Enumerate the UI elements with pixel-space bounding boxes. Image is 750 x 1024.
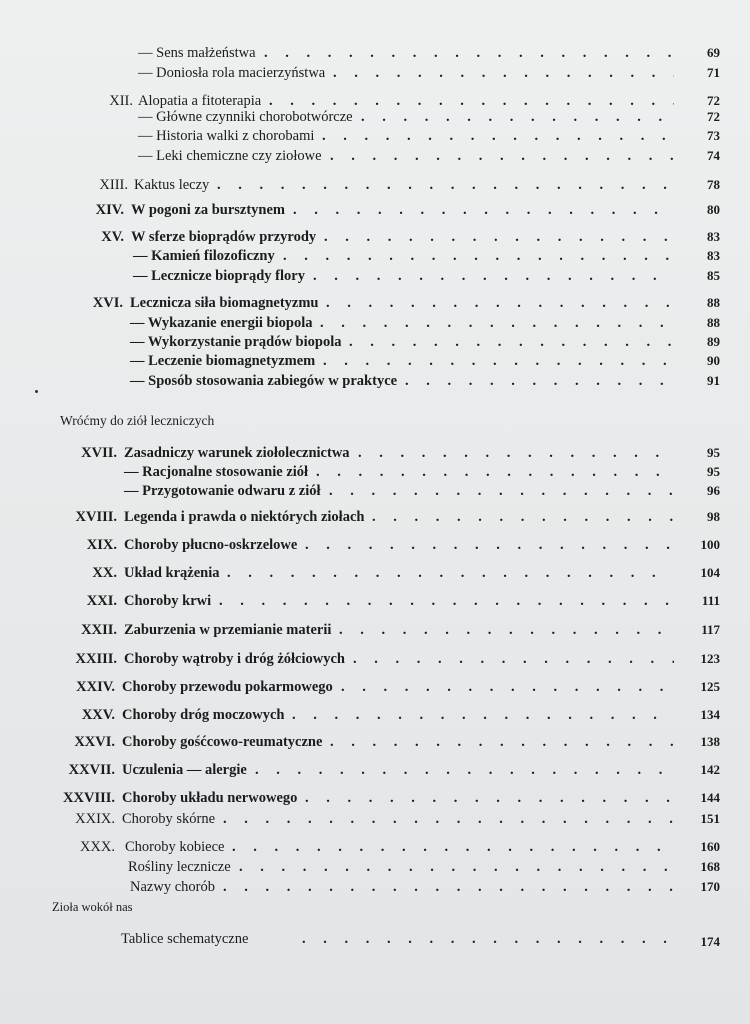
dot-leaders [232,836,674,858]
entry-title: — Leczenie biomagnetyzmem [130,353,316,369]
dot-leaders [293,199,674,221]
toc-entry [0,856,750,878]
toc-entry [0,174,750,196]
entry-title: Choroby krwi [124,593,212,609]
entry-title: Choroby układu nerwowego [122,790,298,806]
dot-leaders [333,62,674,84]
dot-leaders [219,590,674,612]
entry-page: 142 [700,762,720,777]
entry-page: 69 [707,45,720,60]
dot-leaders [323,350,674,372]
entry-number: XXVI. [74,734,115,750]
entry-page: 151 [700,811,720,826]
entry-title: Lecznicza siła biomagnetyzmu [130,295,319,311]
entry-title: Choroby kobiece [125,839,225,855]
entry-page: 96 [707,483,720,498]
entry-page: 123 [700,651,720,666]
toc-entry [0,619,750,641]
entry-number: XXV. [81,707,115,723]
entry-title: — Sposób stosowania zabiegów w praktyce [130,373,398,389]
dot-leaders [227,562,674,584]
entry-page: 144 [700,790,720,805]
entry-title: — Leki chemiczne czy ziołowe [138,148,322,164]
dot-leaders [302,928,682,950]
entry-page: 95 [707,464,720,479]
entry-number: XIII. [99,177,128,193]
toc-entry [0,265,750,287]
entry-page: 125 [700,679,720,694]
entry-title: Kaktus leczy [134,177,210,193]
entry-page: 83 [707,229,720,244]
entry-title: — Racjonalne stosowanie ziół [124,464,309,480]
entry-title: Legenda i prawda o niektórych ziołach [124,509,365,525]
toc-entry [0,590,750,612]
entry-number: XVII. [81,445,117,461]
entry-title: Alopatia a fitoterapia [138,93,262,109]
toc-entry [0,759,750,781]
toc-entry [0,648,750,670]
entry-page: 95 [707,445,720,460]
entry-title: — Wykazanie energii biopola [130,315,313,331]
entry-title: — Sens małżeństwa [138,45,256,61]
entry-page: 72 [707,109,720,124]
toc-entry [0,42,750,64]
toc-entry [0,506,750,528]
entry-number: XXX. [79,839,115,855]
toc-entry [0,562,750,584]
entry-page: 100 [700,537,720,552]
toc-entry [0,808,750,830]
dot-leaders [353,648,674,670]
entry-title: W sferze bioprądów przyrody [131,229,317,245]
section-heading-herbs [60,410,214,432]
entry-title: — Doniosła rola macierzyństwa [138,65,326,81]
entry-page: 72 [707,93,720,108]
entry-page: 71 [707,65,720,80]
entry-page: 74 [707,148,720,163]
toc-entry [0,62,750,84]
entry-page: 98 [707,509,720,524]
entry-title: Choroby gośćcowo-reumatyczne [122,734,323,750]
entry-number: XVIII. [75,509,117,525]
dot-leaders [322,125,674,147]
entry-title: Uczulenia — alergie [122,762,247,778]
dot-leaders [405,370,674,392]
dot-leaders [217,174,674,196]
entry-page: 73 [707,128,720,143]
entry-title: — Historia walki z chorobami [138,128,315,144]
dot-leaders [292,704,674,726]
entry-page: 104 [700,565,720,580]
entry-number: XXIV. [76,679,115,695]
entry-number: XXVII. [68,762,115,778]
dot-leaders [372,506,674,528]
dot-leaders [305,534,674,556]
toc-entry [0,480,750,502]
entry-title: — Kamień filozoficzny [133,248,275,264]
dot-leaders [330,731,674,753]
section-heading-text: Wróćmy do ziół leczniczych [60,413,215,428]
entry-page: 90 [707,353,720,368]
toc-entry [0,350,750,372]
entry-title: Zasadniczy warunek ziołolecznictwa [124,445,350,461]
entry-title: — Przygotowanie odwaru z ziół [124,483,321,499]
entry-page: 85 [707,268,720,283]
toc-entry [0,292,750,314]
entry-title: Choroby skórne [122,811,216,827]
dot-leaders [326,292,674,314]
entry-page: 89 [707,334,720,349]
entry-title: Nazwy chorób [130,879,215,895]
toc-entry [0,676,750,698]
entry-title: Choroby wątroby i dróg żółciowych [124,651,345,667]
dot-leaders [329,480,674,502]
dot-leaders [339,619,674,641]
dot-leaders [305,787,674,809]
entry-page: 168 [700,859,720,874]
entry-page: 170 [700,879,720,894]
entry-title: — Główne czynniki chorobotwórcze [138,109,353,125]
entry-title: Układ krążenia [124,565,220,581]
toc-entry [0,704,750,726]
entry-title: — Wykorzystanie prądów biopola [130,334,342,350]
entry-title: Rośliny lecznicze [128,859,231,875]
entry-title: Choroby przewodu pokarmowego [122,679,333,695]
toc-entry [0,534,750,556]
entry-page: 88 [707,295,720,310]
entry-title: Choroby dróg moczowych [122,707,285,723]
entry-page: 111 [701,593,720,608]
entry-page: 134 [700,707,720,722]
dot-leaders [264,42,674,64]
entry-page: 117 [701,622,720,637]
entry-number: XIX. [86,537,117,553]
entry-number: XII. [109,93,133,109]
toc-entry [0,145,750,167]
entry-title: Tablice schematyczne [121,931,249,947]
toc-entry [0,125,750,147]
dot-leaders [223,808,674,830]
dot-leaders [330,145,674,167]
section-heading-text: Zioła wokół nas [52,900,133,914]
entry-number: XXII. [81,622,117,638]
dot-leaders [239,856,674,878]
entry-title: — Lecznicze bioprądy flory [133,268,305,284]
toc-entry [0,245,750,267]
entry-page: 174 [700,934,720,949]
entry-page: 138 [700,734,720,749]
entry-number: XXI. [86,593,117,609]
toc-entry [0,370,750,392]
toc-entry [0,876,750,898]
toc-entry [0,836,750,858]
entry-number: XVI. [92,295,123,311]
toc-entry [0,199,750,221]
dot-leaders [313,265,674,287]
dot-leaders [341,676,674,698]
dot-leaders [223,876,674,898]
toc-entry [0,787,750,809]
entry-page: 78 [707,177,720,192]
entry-number: XXIII. [75,651,117,667]
dot-leaders [255,759,674,781]
entry-number: XIV. [95,202,124,218]
entry-title: W pogoni za bursztynem [131,202,286,218]
entry-page: 160 [700,839,720,854]
entry-title: Choroby płucno-oskrzelowe [124,537,298,553]
entry-number: XXIX. [75,811,115,827]
toc-entry [0,731,750,753]
dot-leaders [283,245,674,267]
entry-number: XX. [92,565,117,581]
section-heading-herbs-around [52,896,133,918]
entry-page: 91 [707,373,720,388]
entry-title: Zaburzenia w przemianie materii [124,622,332,638]
entry-number: XXVIII. [63,790,115,806]
entry-page: 80 [707,202,720,217]
entry-page: 83 [707,248,720,263]
entry-page: 88 [707,315,720,330]
entry-number: XV. [101,229,124,245]
toc-entry-final [0,928,750,950]
